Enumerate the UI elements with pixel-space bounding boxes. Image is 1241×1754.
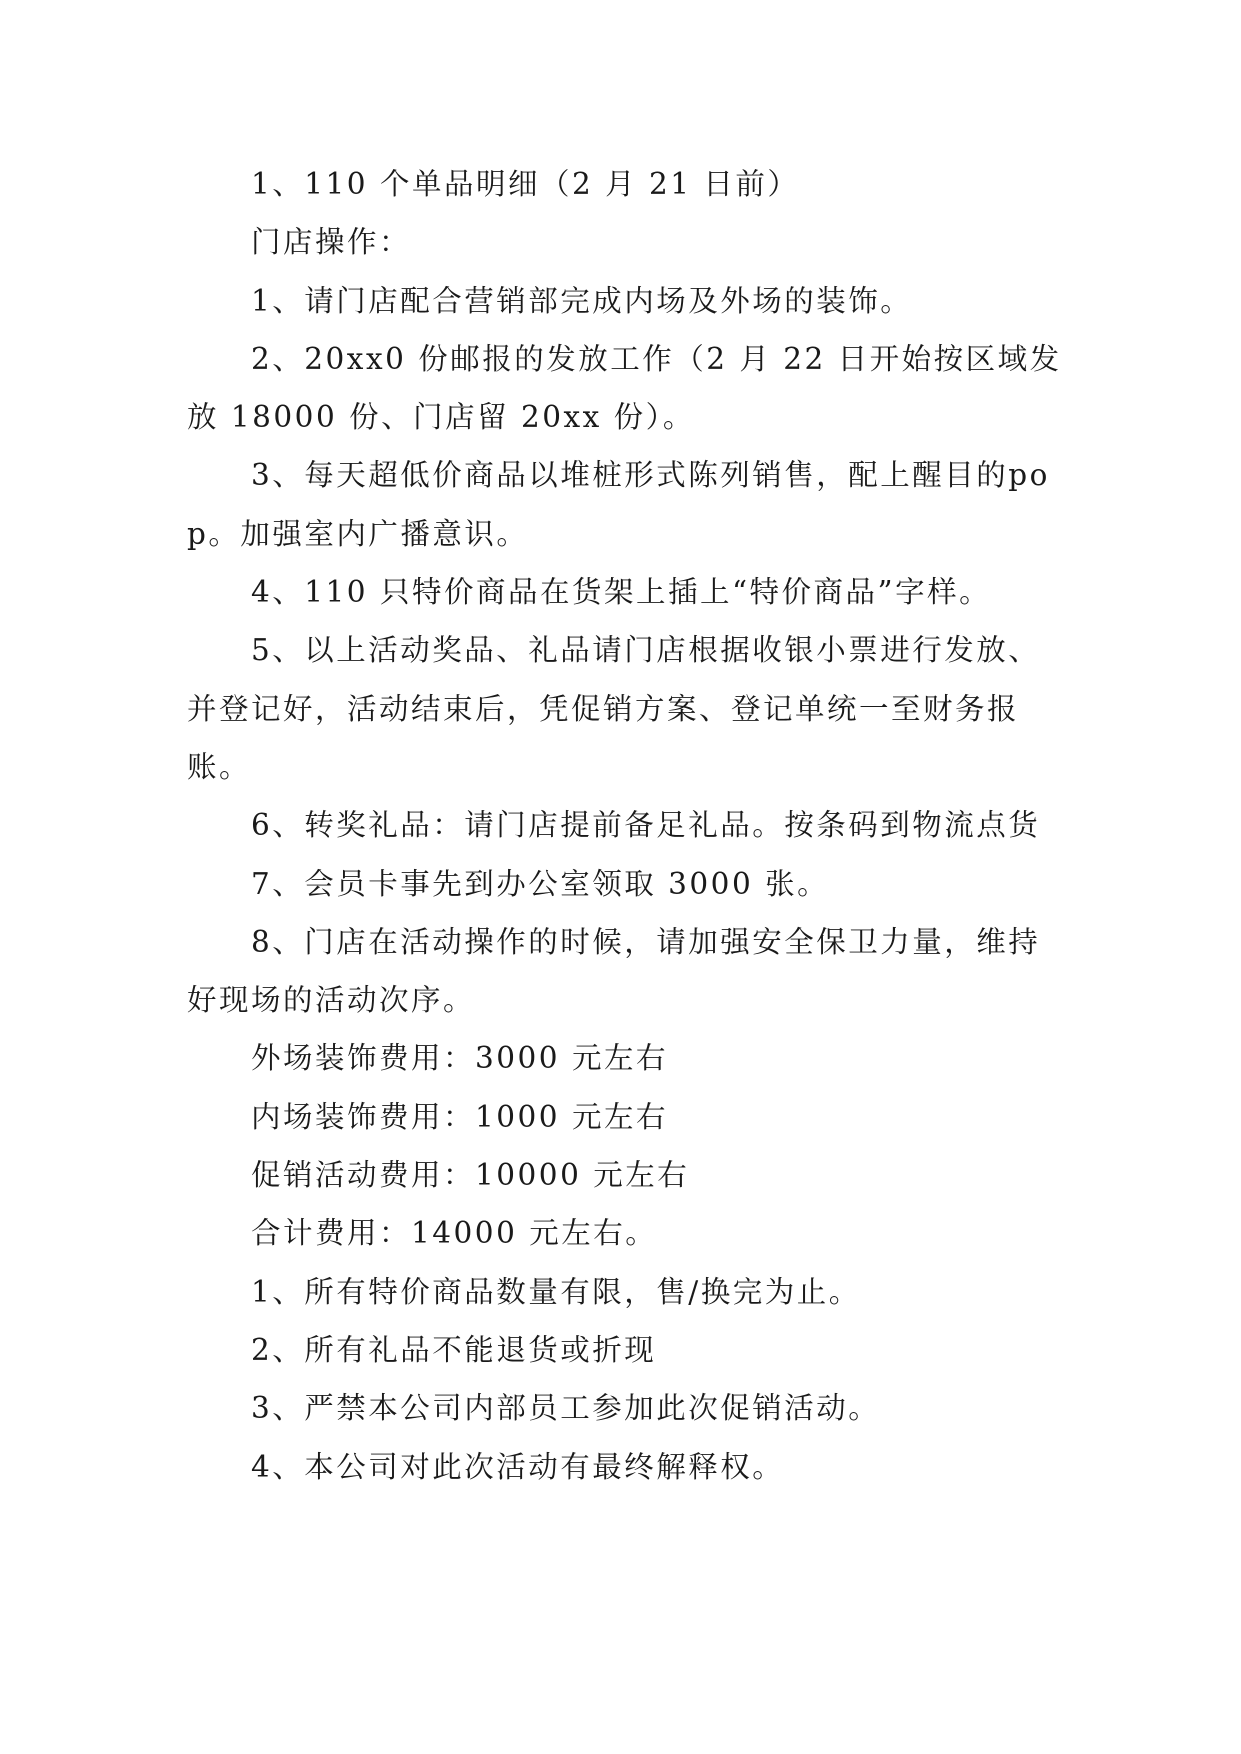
paragraph-promotion-cost: 促销活动费用：10000 元左右 xyxy=(251,1158,690,1193)
paragraph-rule-no-returns: 2、所有礼品不能退货或折现 xyxy=(251,1332,657,1367)
paragraph-total-cost: 合计费用：14000 元左右。 xyxy=(251,1216,658,1251)
document-body xyxy=(187,155,1067,1496)
paragraph-indoor-cost: 内场装饰费用：1000 元左右 xyxy=(251,1099,668,1134)
paragraph-decoration: 1、请门店配合营销部完成内场及外场的装饰。 xyxy=(251,283,913,318)
paragraph-rule-no-staff: 3、严禁本公司内部员工参加此次促销活动。 xyxy=(251,1391,881,1426)
paragraph-prize-distribution: 5、以上活动奖品、礼品请门店根据收银小票进行发放、并登记好，活动结束后，凭促销方案、登记单统一至财务报账。 xyxy=(187,633,1041,784)
paragraph-security: 8、门店在活动操作的时候，请加强安全保卫力量，维持好现场的活动次序。 xyxy=(187,924,1041,1018)
paragraph-gift-preparation: 6、转奖礼品：请门店提前备足礼品。按条码到物流点货 xyxy=(251,808,1041,843)
paragraph-member-cards: 7、会员卡事先到办公室领取 3000 张。 xyxy=(251,866,830,901)
paragraph-rule-final-interpretation: 4、本公司对此次活动有最终解释权。 xyxy=(251,1449,785,1484)
paragraph-low-price-display: 3、每天超低价商品以堆桩形式陈列销售，配上醒目的pop。加强室内广播意识。 xyxy=(187,458,1050,551)
paragraph-flyer-distribution: 2、20xx0 份邮报的发放工作（2 月 22 日开始按区域发放 18000 份、门店留 20xx 份）。 xyxy=(187,341,1062,435)
paragraph-special-price-tags: 4、110 只特价商品在货架上插上“特价商品”字样。 xyxy=(251,575,992,610)
paragraph-item-list-heading: 1、110 个单品明细（2 月 21 日前） xyxy=(251,167,800,201)
paragraph-rule-limited-stock: 1、所有特价商品数量有限，售/换完为止。 xyxy=(251,1274,861,1309)
paragraph-outdoor-cost: 外场装饰费用：3000 元左右 xyxy=(251,1041,668,1076)
paragraph-store-operations-heading: 门店操作： xyxy=(251,225,412,260)
